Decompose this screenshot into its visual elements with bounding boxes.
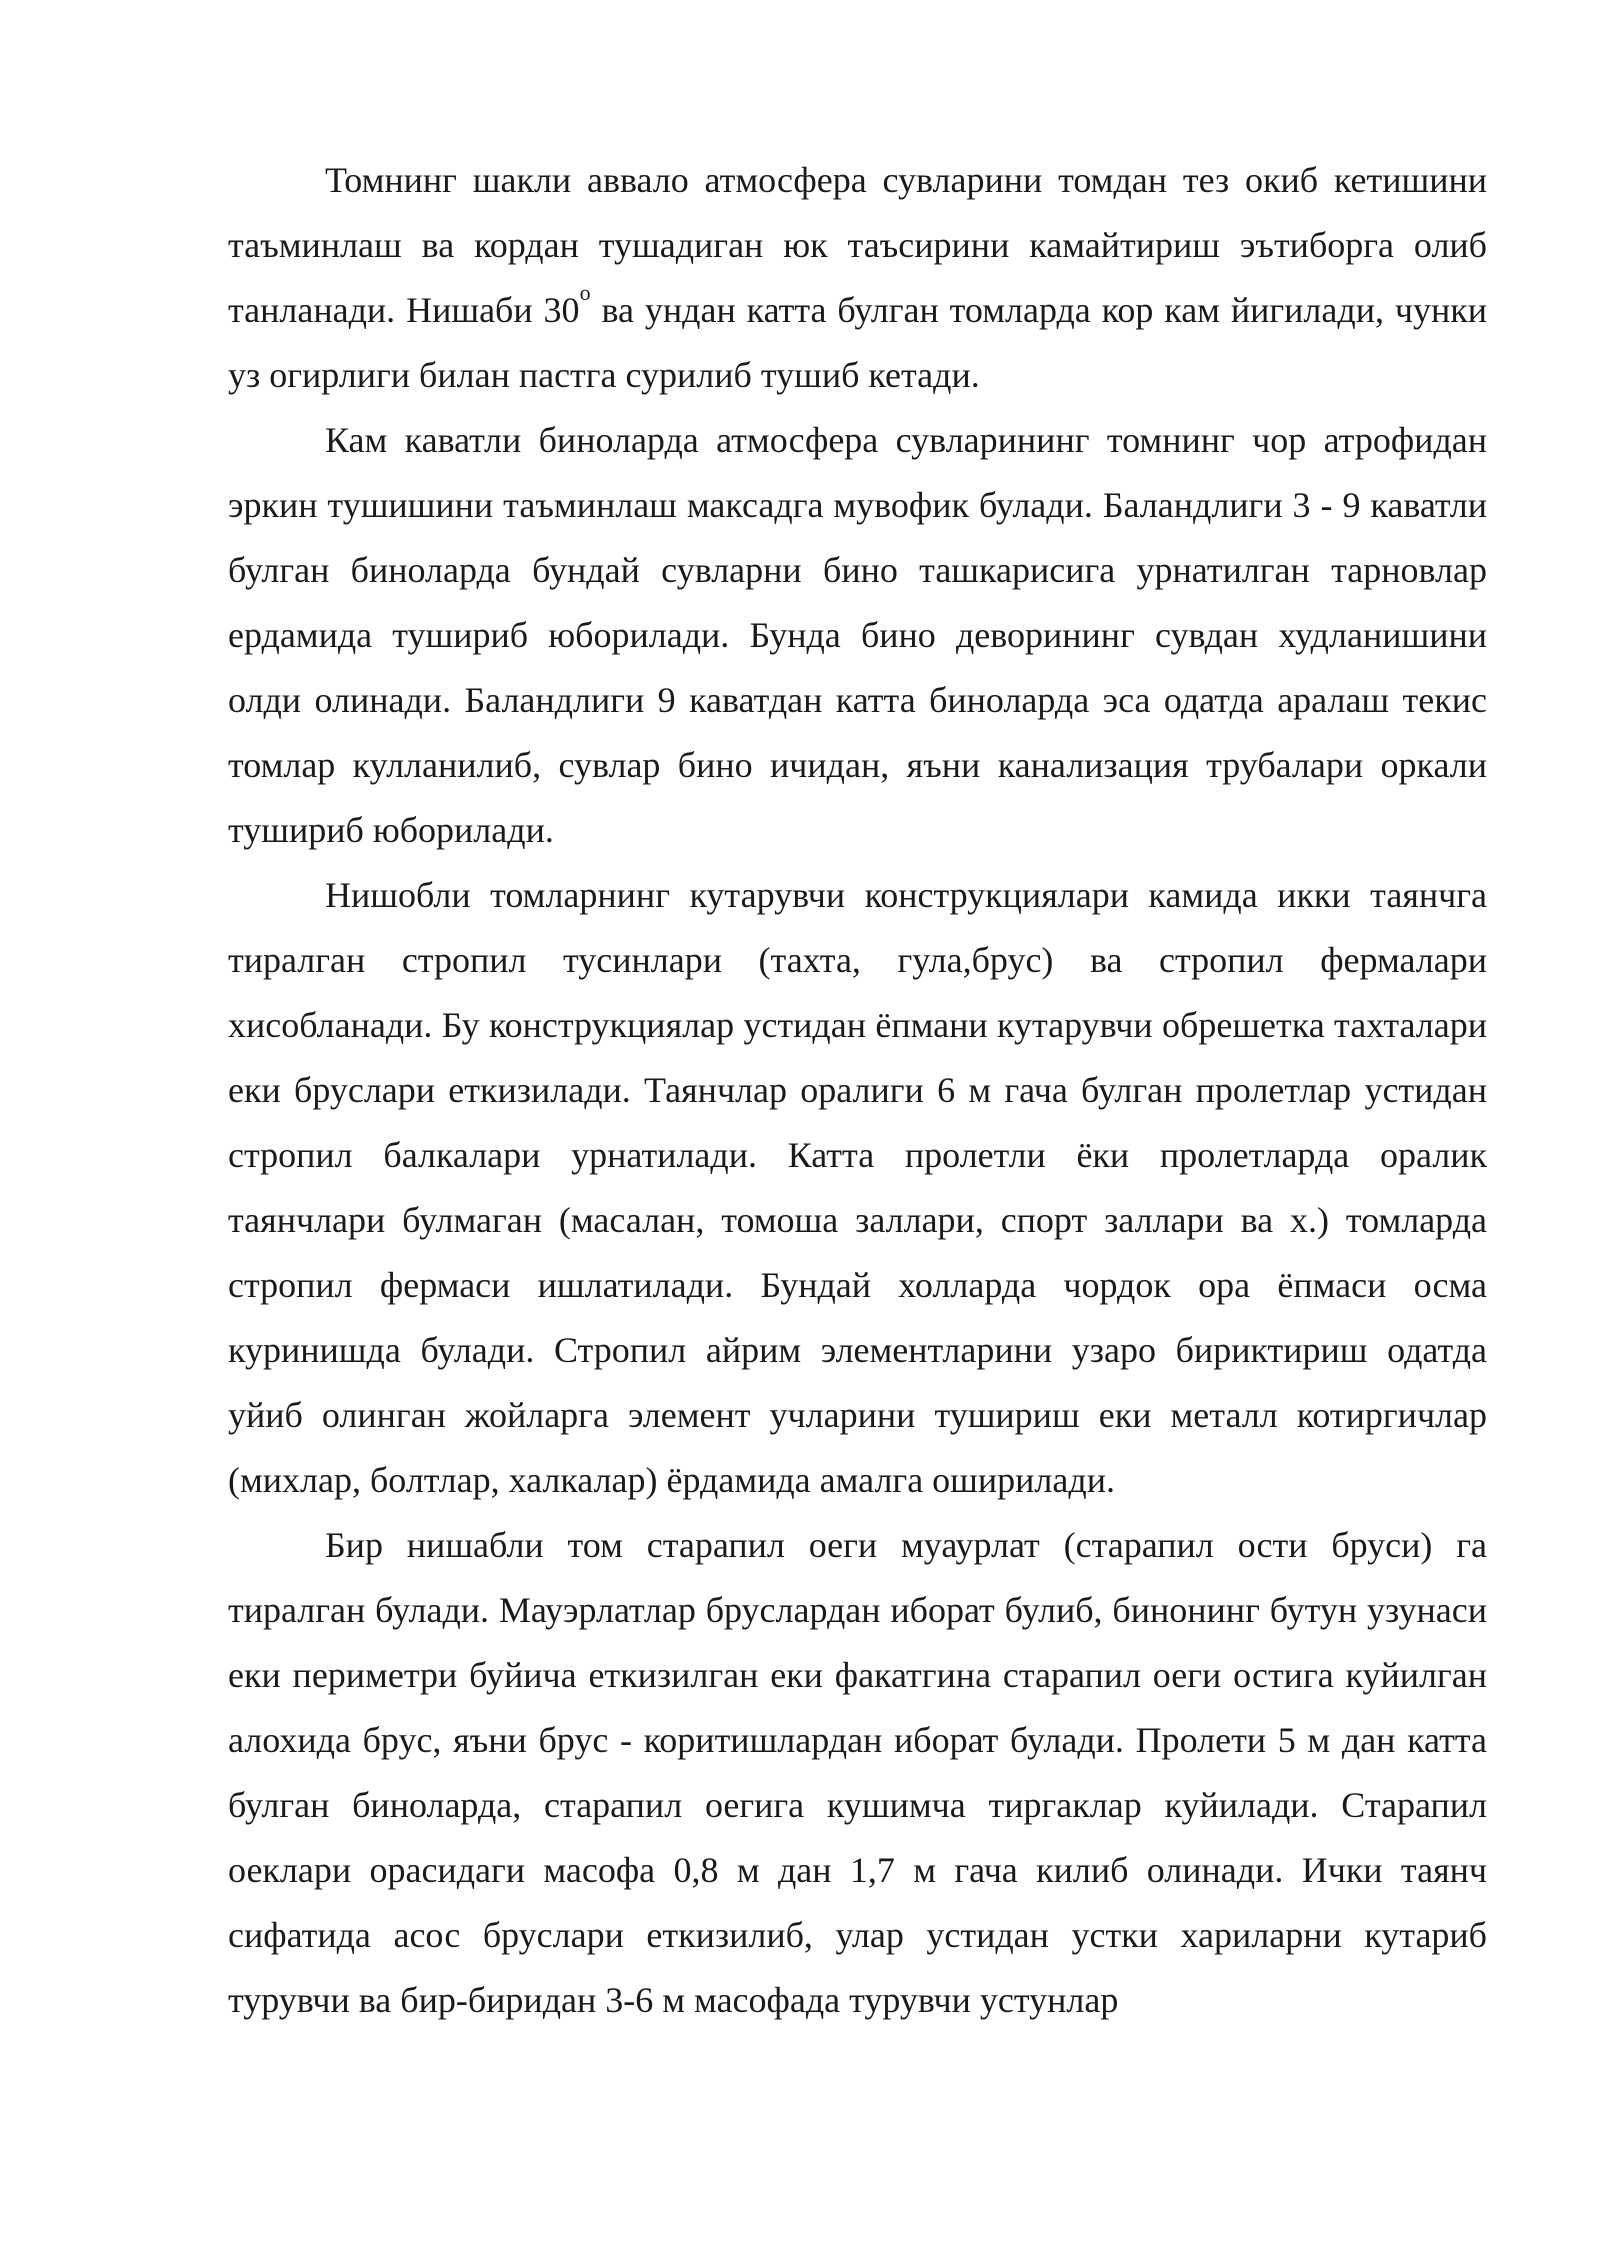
paragraph-single-pitch-roof: Бир нишабли том старапил оеги муаурлат (старапил ости бруси) га тиралган булади. Мауэрлатлар бруслардан иборат булиб, бинонинг бутун узунаси еки периметри буйича еткизилган еки факатгина старапил оеги остига куйилган алохида брус, яъни брус - коритишлардан иборат булади. Пролети 5 м дан катта булган биноларда, старапил оегига кушимча тиргаклар куйилади. Старапил оеклари орасидаги масофа 0,8 м дан 1,7 м гача килиб олинади. Ички таянч сифатида асос бруслари еткизилиб, улар устидан устки хариларни кутариб турувчи ва бир-биридан 3-6 м масофада турувчи устунлар — [228, 1525, 1487, 2020]
paragraph-roof-shape — [228, 148, 1487, 408]
degree-superscript: о — [579, 280, 591, 305]
paragraph-rafter-structures: Нишобли томларнинг кутарувчи конструкциялари камида икки таянчга тиралган стропил тусинлари (тахта, гула,брус) ва стропил фермалари хисобланади. Бу конструкциялар устидан ёпмани кутарувчи обрешетка тахталари еки бруслари еткизилади. Таянчлар оралиги 6 м гача булган пролетлар устидан стропил балкалари урнатилади. Катта пролетли ёки пролетларда оралик таянчлари булмаган (масалан, томоша заллари, спорт заллари ва х.) томларда стропил фермаси ишлатилади. Бундай холларда чордок ора ёпмаси осма куринишда булади. Стропил айрим элементларини узаро бириктириш одатда уйиб олинган жойларга элемент учларини тушириш еки металл котиргичлар (михлар, болтлар, халкалар) ёрдамида амалга оширилади. — [228, 875, 1487, 1500]
paragraph-roof-shape-text-end: ва ундан катта булган томларда кор кам йигилади, чунки уз огирлиги билан пастга сурилиб тушиб кетади. — [228, 290, 1487, 395]
paragraph-roof-shape-text: Томнинг шакли аввало атмосфера сувларини томдан тез окиб кетишини таъминлаш ва кордан тушадиган юк таъсирини камайтириш эътиборга олиб танланади. Нишаби 30 — [228, 160, 1487, 330]
document-page — [228, 148, 1487, 2033]
paragraph-drainage: Кам каватли биноларда атмосфера сувларининг томнинг чор атрофидан эркин тушишини таъминлаш максадга мувофик булади. Баландлиги 3 - 9 каватли булган биноларда бундай сувларни бино ташкарисига урнатилган тарновлар ердамида тушириб юборилади. Бунда бино деворининг сувдан худланишини олди олинади. Баландлиги 9 каватдан катта биноларда эса одатда аралаш текис томлар кулланилиб, сувлар бино ичидан, яъни канализация трубалари оркали тушириб юборилади. — [228, 420, 1487, 850]
